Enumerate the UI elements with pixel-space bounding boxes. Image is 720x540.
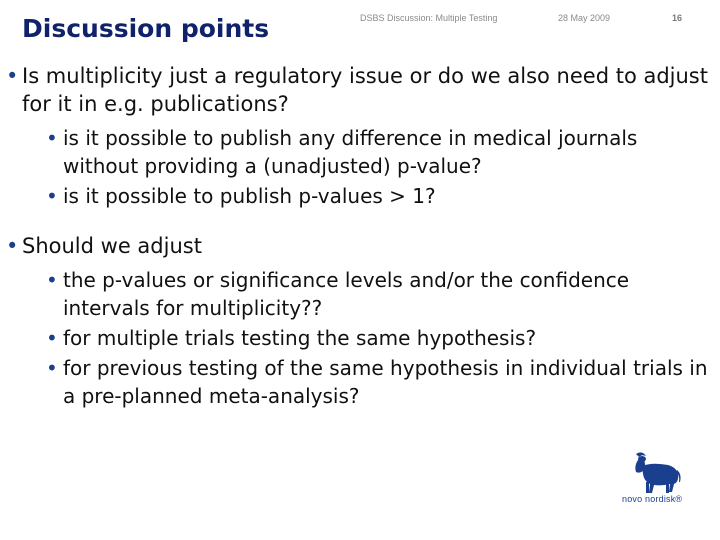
sub-bullet-2-2-text: for multiple trials testing the same hypothesis? <box>63 326 537 350</box>
sub-bullet-2-1 <box>6 266 712 322</box>
sub-bullet-1-2-text: is it possible to publish p-values > 1? <box>63 184 436 208</box>
bullet-list <box>6 62 712 412</box>
novo-nordisk-wordmark: novo nordisk® <box>622 494 683 504</box>
bullet-2 <box>6 232 712 260</box>
bullet-dot: • <box>6 64 19 88</box>
header-date: 28 May 2009 <box>558 13 611 23</box>
bullet-dot: • <box>46 126 58 150</box>
bullet-dot: • <box>46 356 58 380</box>
bullet-1-text: Is multiplicity just a regulatory issue or do we also need to adjust for it in e.g. publications? <box>22 64 708 116</box>
bullet-dot: • <box>46 184 58 208</box>
bullet-1 <box>6 62 712 118</box>
bullet-1-sublist <box>6 124 712 210</box>
bullet-dot: • <box>46 268 58 292</box>
sub-bullet-2-1-text: the p-values or significance levels and/or the confidence intervals for multiplicity?? <box>63 268 630 320</box>
sub-bullet-1-2 <box>6 182 712 210</box>
slide-title: Discussion points <box>22 14 270 43</box>
bullet-dot: • <box>6 234 19 258</box>
header-event: DSBS Discussion: Multiple Testing <box>360 13 498 23</box>
sub-bullet-1-1-text: is it possible to publish any difference in medical journals without providing a (unadjusted) p-value? <box>63 126 638 178</box>
sub-bullet-2-3-text: for previous testing of the same hypothesis in individual trials in a pre-planned meta-analysis? <box>63 356 708 408</box>
sub-bullet-2-3 <box>6 354 712 410</box>
page-number: 16 <box>672 13 683 23</box>
bullet-2-sublist <box>6 266 712 410</box>
bullet-dot: • <box>46 326 58 350</box>
sub-bullet-2-2 <box>6 324 712 352</box>
bullet-2-text: Should we adjust <box>22 234 202 258</box>
sub-bullet-1-1 <box>6 124 712 180</box>
section-gap <box>6 212 712 232</box>
